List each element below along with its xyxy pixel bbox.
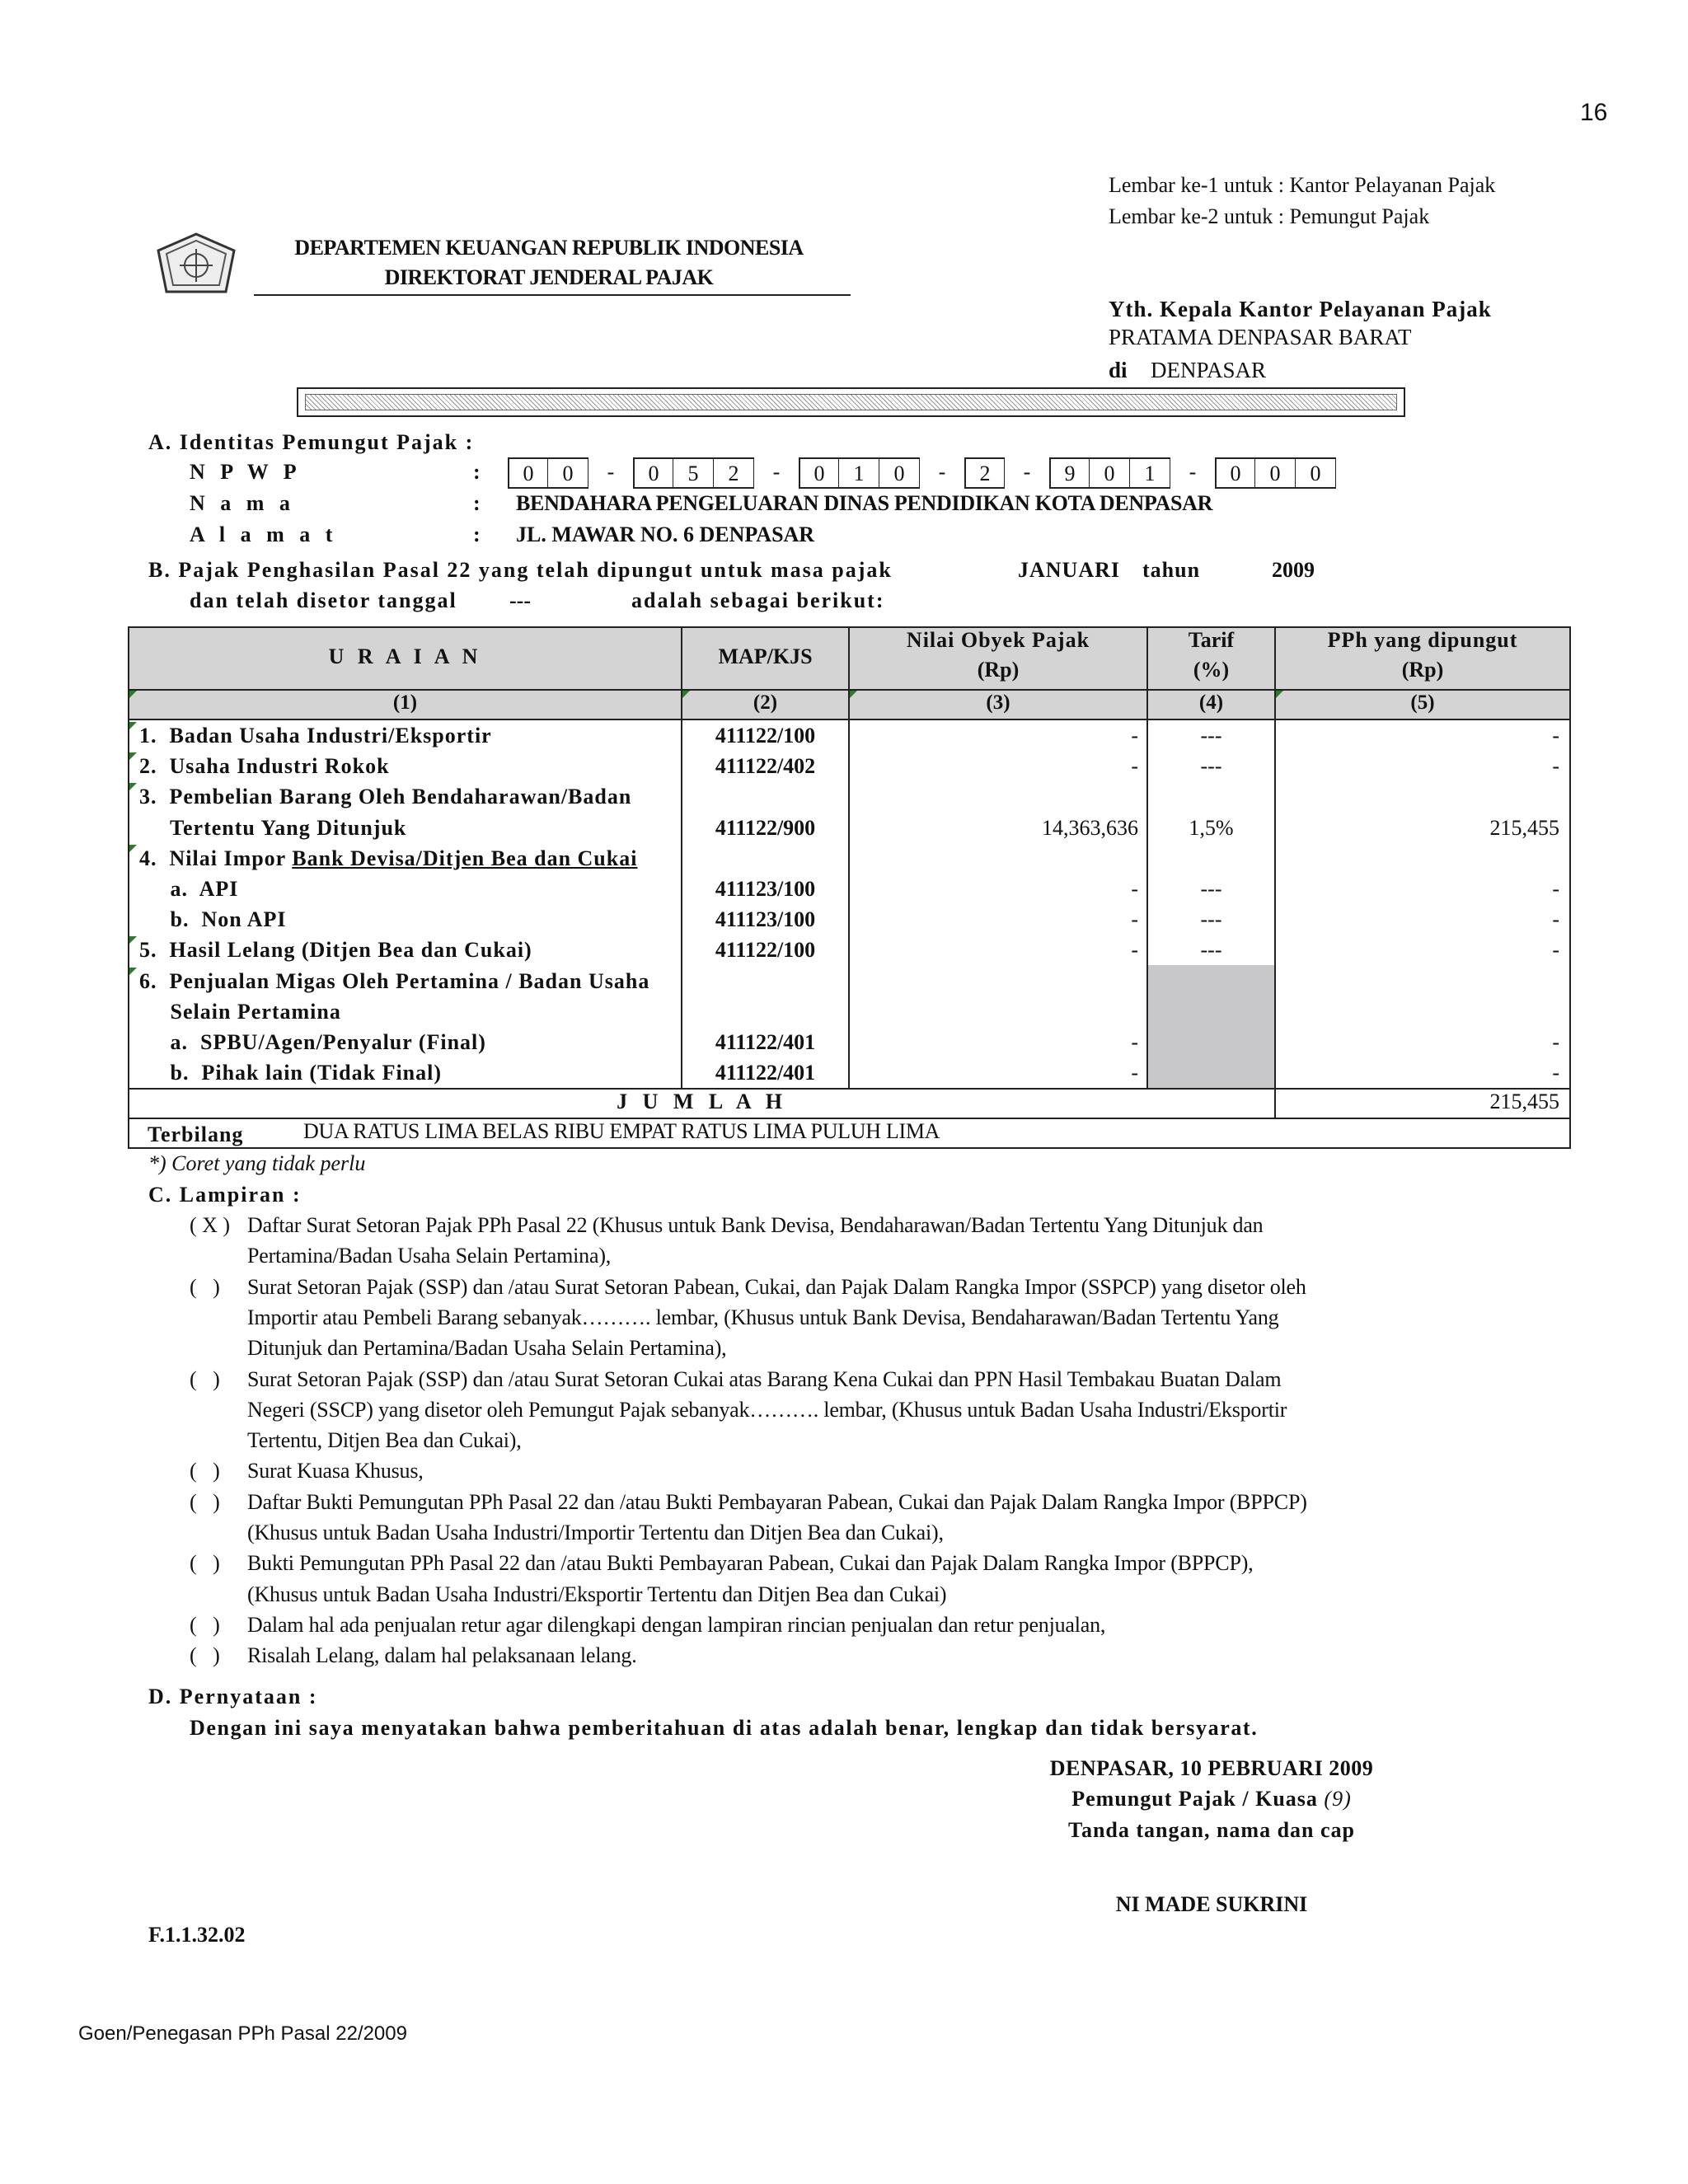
row-uraian — [139, 846, 679, 871]
header-nilai: Nilai Obyek Pajak — [906, 628, 1090, 652]
row-tarif: --- — [1200, 907, 1222, 932]
row-pph: - — [1552, 754, 1559, 779]
npwp-separator: - — [607, 460, 615, 484]
signer-name: NI MADE SUKRINI — [1115, 1892, 1308, 1916]
row-pph: - — [1552, 1030, 1559, 1054]
row-uraian: a. API — [139, 877, 239, 901]
comment-marker — [129, 845, 137, 852]
npwp-digit-box: 0 — [1215, 457, 1255, 489]
npwp-separator: - — [772, 460, 781, 484]
terbilang-value: DUA RATUS LIMA BELAS RIBU EMPAT RATUS LIMA PULUH LIMA — [303, 1119, 940, 1143]
tax-year: 2009 — [1272, 558, 1315, 582]
header-underline — [254, 294, 851, 296]
colnum-5: (5) — [1410, 691, 1435, 714]
lampiran-checkbox: ( ) — [190, 1643, 220, 1668]
section-b-line2: dan telah disetor tanggal — [190, 588, 457, 612]
npwp-digit-box: 0 — [548, 457, 588, 489]
lampiran-text: Daftar Surat Setoran Pajak PPh Pasal 22 (Khusus untuk Bank Devisa, Bendaharawan/Badan Tertentu Yang Ditunjuk dan — [247, 1213, 1264, 1237]
row-pph: - — [1552, 724, 1559, 748]
colnum-4: (4) — [1198, 691, 1224, 714]
row-uraian: Selain Pertamina — [139, 999, 341, 1024]
tahun-label: tahun — [1142, 558, 1201, 582]
header-tarif-unit: (%) — [1193, 658, 1230, 682]
npwp-digit-box: 0 — [508, 457, 548, 489]
row-nilai: - — [1131, 724, 1138, 748]
row-uraian-prefix: 4. Nilai Impor — [139, 846, 293, 870]
colnum-1: (1) — [392, 691, 418, 714]
alamat-value: JL. MAWAR NO. 6 DENPASAR — [516, 523, 815, 546]
lampiran-checkbox: ( ) — [190, 1612, 220, 1637]
row-tarif: --- — [1200, 877, 1222, 901]
row-tarif: --- — [1200, 724, 1222, 748]
row-uraian: b. Pihak lain (Tidak Final) — [139, 1061, 443, 1085]
row-uraian: 6. Penjualan Migas Oleh Pertamina / Badan Usaha — [139, 968, 650, 993]
row-pph: - — [1552, 1061, 1559, 1085]
note-coret: *) Coret yang tidak perlu — [148, 1151, 366, 1175]
npwp-colon: : — [473, 460, 481, 484]
row-nilai: - — [1131, 938, 1138, 963]
lampiran-checkbox: ( ) — [190, 1366, 220, 1391]
lampiran-text: (Khusus untuk Badan Usaha Industri/Importir Tertentu dan Ditjen Bea dan Cukai), — [247, 1521, 944, 1544]
row-uraian: a. SPBU/Agen/Penyalur (Final) — [139, 1030, 486, 1054]
colnum-3: (3) — [986, 691, 1010, 714]
section-a-title: A. Identitas Pemungut Pajak : — [148, 430, 475, 454]
comment-marker — [129, 783, 137, 790]
npwp-separator: - — [1023, 460, 1031, 484]
lampiran-text: Ditunjuk dan Pertamina/Badan Usaha Selain Pertamina), — [247, 1336, 727, 1361]
sign-place-date: DENPASAR, 10 PEBRUARI 2009 — [1049, 1756, 1374, 1780]
addressee-title: Yth. Kepala Kantor Pelayanan Pajak — [1109, 297, 1492, 321]
comment-marker — [850, 691, 857, 698]
row-tarif: --- — [1200, 754, 1222, 779]
lampiran-checkbox: ( ) — [190, 1489, 220, 1514]
sheet-1-note: Lembar ke-1 untuk : Kantor Pelayanan Pajak — [1109, 173, 1496, 197]
tax-table — [128, 626, 1571, 1149]
section-c-title: C. Lampiran : — [148, 1183, 302, 1207]
header-pph: PPh yang dipungut — [1327, 628, 1518, 652]
addressee-city: DENPASAR — [1151, 358, 1267, 382]
row-map: 411122/900 — [715, 815, 816, 840]
npwp-separator: - — [938, 460, 946, 484]
row-uraian: 5. Hasil Lelang (Ditjen Bea dan Cukai) — [139, 938, 532, 963]
nama-value: BENDAHARA PENGELUARAN DINAS PENDIDIKAN KOTA DENPASAR — [516, 491, 1213, 515]
row-pph: - — [1552, 907, 1559, 932]
npwp-separator: - — [1189, 460, 1197, 484]
lampiran-text: Bukti Pemungutan PPh Pasal 22 dan /atau Bukti Pembayaran Pabean, Cukai dan Pajak Dalam Rangka Impor (BPPCP), — [247, 1551, 1254, 1576]
lampiran-text: (Khusus untuk Badan Usaha Industri/Eksportir Tertentu dan Ditjen Bea dan Cukai) — [247, 1582, 947, 1606]
lampiran-text: Surat Setoran Pajak (SSP) dan /atau Surat Setoran Pabean, Cukai, dan Pajak Dalam Rangka Impor (SSPCP) yang disetor oleh — [247, 1274, 1306, 1299]
row-pph: - — [1552, 938, 1559, 963]
header-map: MAP/KJS — [718, 644, 813, 668]
jumlah-label: J U M L A H — [617, 1090, 787, 1113]
row-nilai: - — [1131, 1030, 1138, 1054]
department-title: DEPARTEMEN KEUANGAN REPUBLIK INDONESIA — [294, 236, 804, 260]
lampiran-checkbox: ( ) — [190, 1459, 220, 1483]
comment-marker — [129, 722, 137, 729]
section-d-title: D. Pernyataan : — [148, 1685, 318, 1708]
row-tarif: 1,5% — [1189, 815, 1234, 840]
row-map: 411122/401 — [715, 1030, 816, 1054]
row-map: 411123/100 — [715, 877, 816, 901]
row-nilai: - — [1131, 907, 1138, 932]
tarif-gray-cell — [1148, 965, 1274, 1089]
row-nilai: 14,363,636 — [1042, 815, 1138, 840]
sign-role — [907, 1787, 1517, 1811]
npwp-digit-box: 0 — [1090, 457, 1130, 489]
header-nilai-unit: (Rp) — [977, 658, 1020, 682]
ministry-logo-icon — [155, 232, 237, 293]
statement-text: Dengan ini saya menyatakan bahwa pemberitahuan di atas adalah benar, lengkap dan tidak bersyarat. — [190, 1716, 1259, 1740]
npwp-digit-box: 0 — [799, 457, 839, 489]
lampiran-text: Surat Kuasa Khusus, — [247, 1459, 424, 1483]
sign-role-note: (9) — [1324, 1787, 1352, 1811]
header-uraian: U R A I A N — [328, 644, 482, 668]
form-code: F.1.1.32.02 — [148, 1923, 246, 1947]
row-uraian: 3. Pembelian Barang Oleh Bendaharawan/Badan — [139, 785, 632, 809]
lampiran-text: Daftar Bukti Pemungutan PPh Pasal 22 dan /atau Bukti Pembayaran Pabean, Cukai dan Pajak Dalam Rangka Impor (BPPCP) — [247, 1489, 1307, 1514]
npwp-digit-box: 1 — [1130, 457, 1170, 489]
row-map: 411122/100 — [715, 724, 816, 748]
deposit-date: --- — [509, 588, 531, 612]
comment-marker — [1276, 691, 1283, 698]
row-map: 411122/100 — [715, 938, 816, 963]
sign-instruction: Tanda tangan, nama dan cap — [1068, 1818, 1355, 1842]
tax-month: JANUARI — [1018, 558, 1120, 582]
npwp-digits — [508, 457, 1336, 489]
row-tarif: --- — [1200, 938, 1222, 963]
row-nilai: - — [1131, 754, 1138, 779]
lampiran-checkbox: ( ) — [190, 1551, 220, 1576]
npwp-digit-box: 1 — [839, 457, 879, 489]
npwp-digit-box: 9 — [1049, 457, 1090, 489]
section-b-line1: B. Pajak Penghasilan Pasal 22 yang telah dipungut untuk masa pajak — [148, 558, 893, 582]
form-banner-bar — [297, 387, 1405, 417]
row-map: 411122/402 — [715, 754, 816, 779]
npwp-digit-box: 5 — [673, 457, 714, 489]
row-pph: - — [1552, 877, 1559, 901]
npwp-digit-box: 0 — [1255, 457, 1296, 489]
header-tarif: Tarif — [1188, 628, 1235, 652]
colnum-2: (2) — [753, 691, 778, 714]
comment-marker — [129, 752, 137, 760]
lampiran-text: Pertamina/Badan Usaha Selain Pertamina), — [247, 1244, 612, 1268]
lampiran-text: Surat Setoran Pajak (SSP) dan /atau Surat Setoran Cukai atas Barang Kena Cukai dan PPN Hasil Tembakau Buatan Dalam — [247, 1366, 1282, 1391]
row-nilai: - — [1131, 1061, 1138, 1085]
addressee-office: PRATAMA DENPASAR BARAT — [1109, 325, 1412, 349]
comment-marker — [682, 691, 690, 698]
npwp-digit-box: 0 — [633, 457, 673, 489]
row-map: 411122/401 — [715, 1061, 816, 1085]
lampiran-text: Importir atau Pembeli Barang sebanyak………. lembar, (Khusus untuk Bank Devisa, Bendaharawan/Badan Tertentu Yang — [247, 1305, 1279, 1329]
page-number: 16 — [1580, 99, 1608, 126]
nama-colon: : — [473, 491, 481, 515]
lampiran-text: Risalah Lelang, dalam hal pelaksanaan lelang. — [247, 1643, 637, 1668]
lampiran-checkbox: ( ) — [190, 1274, 220, 1299]
row-uraian-underlined: Bank Devisa/Ditjen Bea dan Cukai — [292, 846, 638, 870]
terbilang-label: Terbilang — [148, 1122, 244, 1146]
nama-label: N a m a — [190, 491, 295, 515]
row-uraian: Tertentu Yang Ditunjuk — [139, 815, 407, 840]
page-footer: Goen/Penegasan PPh Pasal 22/2009 — [78, 2022, 407, 2045]
section-b-line2-end: adalah sebagai berikut: — [631, 588, 885, 612]
lampiran-checkbox: ( X ) — [190, 1213, 231, 1237]
alamat-colon: : — [473, 523, 481, 546]
jumlah-value: 215,455 — [1489, 1090, 1559, 1113]
row-nilai: - — [1131, 877, 1138, 901]
directorate-title: DIREKTORAT JENDERAL PAJAK — [384, 265, 714, 289]
comment-marker — [129, 968, 137, 975]
npwp-digit-box: 2 — [714, 457, 754, 489]
comment-marker — [129, 691, 137, 698]
npwp-digit-box: 2 — [964, 457, 1005, 489]
row-uraian: 2. Usaha Industri Rokok — [139, 754, 390, 779]
npwp-label: N P W P — [190, 460, 302, 484]
npwp-digit-box: 0 — [1296, 457, 1336, 489]
row-pph: 215,455 — [1489, 815, 1559, 840]
row-map: 411123/100 — [715, 907, 816, 932]
sheet-2-note: Lembar ke-2 untuk : Pemungut Pajak — [1109, 204, 1430, 228]
addressee-di-label: di — [1109, 358, 1128, 382]
header-pph-unit: (Rp) — [1401, 658, 1444, 682]
sign-role-text: Pemungut Pajak / Kuasa — [1071, 1787, 1318, 1811]
row-uraian: 1. Badan Usaha Industri/Eksportir — [139, 724, 492, 748]
alamat-label: A l a m a t — [190, 523, 338, 546]
lampiran-text: Dalam hal ada penjualan retur agar dilengkapi dengan lampiran rincian penjualan dan retur penjualan, — [247, 1612, 1106, 1637]
row-uraian: b. Non API — [139, 907, 287, 932]
npwp-digit-box: 0 — [879, 457, 920, 489]
lampiran-text: Negeri (SSCP) yang disetor oleh Pemungut Pajak sebanyak………. lembar, (Khusus untuk Badan Usaha Industri/Eksportir — [247, 1397, 1287, 1422]
comment-marker — [129, 936, 137, 944]
lampiran-text: Tertentu, Ditjen Bea dan Cukai), — [247, 1428, 522, 1453]
